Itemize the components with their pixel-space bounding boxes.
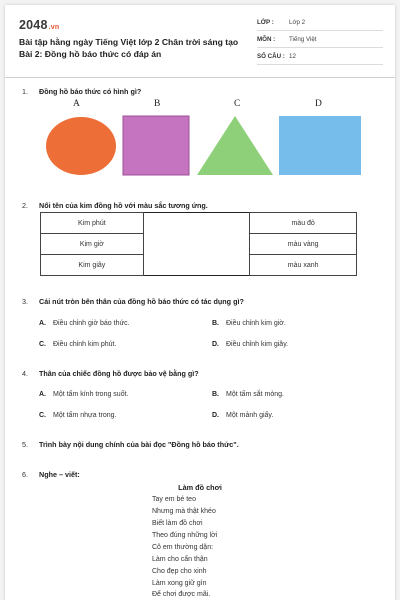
q3-option-d[interactable]: D. Điều chỉnh kim giây. — [212, 341, 289, 348]
q3-text: Cái nút tròn bên thân của đồng hồ báo thức có tác dụng gì? — [39, 297, 244, 306]
q6-number: 6. — [22, 470, 28, 479]
poem-line: Làm xong giữ gìn — [152, 580, 207, 587]
shape-label-b: B — [154, 99, 161, 109]
match-right-item[interactable]: màu xanh — [250, 255, 357, 276]
shape-a-ellipse[interactable] — [46, 117, 116, 175]
q5-number: 5. — [22, 440, 28, 449]
q3-option-b[interactable]: B. Điều chỉnh kim giờ. — [212, 320, 286, 327]
match-left-item[interactable]: Kim phút — [41, 213, 144, 234]
q1-text: Đồng hồ báo thức có hình gì? — [39, 87, 142, 96]
match-left-item[interactable]: Kim giờ — [41, 234, 144, 255]
shape-label-c: C — [234, 99, 241, 109]
shape-label-d: D — [315, 99, 322, 109]
poem-line: Làm cho cẩn thận — [152, 556, 208, 563]
q6-text: Nghe – viết: — [39, 470, 80, 479]
shape-options — [5, 105, 395, 180]
worksheet-page — [5, 5, 395, 600]
match-right-item[interactable]: màu vàng — [250, 234, 357, 255]
q4-option-d[interactable]: D. Một mảnh giấy. — [212, 412, 274, 419]
poem-line: Nhưng mà thật khéo — [152, 508, 216, 515]
poem-line: Cho đẹp cho xinh — [152, 568, 207, 575]
q2-number: 2. — [22, 201, 28, 210]
q3-option-c[interactable]: C. Điều chỉnh kim phút. — [39, 341, 117, 348]
q4-number: 4. — [22, 369, 28, 378]
q4-option-b[interactable]: B. Một tấm sắt mỏng. — [212, 391, 284, 398]
meta-grade: LỚP : Lớp 2 — [257, 14, 383, 31]
q1-number: 1. — [22, 87, 28, 96]
q4-text: Thân của chiếc đồng hồ được bảo vệ bằng gì? — [39, 369, 199, 378]
header — [5, 5, 395, 77]
poem-line: Tay em bé teo — [152, 496, 196, 503]
shape-label-a: A — [73, 99, 80, 109]
page-title: Bài tập hằng ngày Tiếng Việt lớp 2 Chân trời sáng tạo Bài 2: Đồng hồ báo thức có đáp án — [19, 37, 239, 59]
poem-line: Để chơi được mãi. — [152, 591, 211, 598]
q3-option-a[interactable]: A. Điều chỉnh giờ báo thức. — [39, 320, 130, 327]
match-gap — [143, 213, 250, 276]
shape-c-triangle[interactable] — [197, 116, 273, 175]
shape-b-square[interactable] — [123, 116, 189, 175]
match-right-item[interactable]: màu đỏ — [250, 213, 357, 234]
poem-line: Biết làm đồ chơi — [152, 520, 203, 527]
q4-option-a[interactable]: A. Một tấm kính trong suốt. — [39, 391, 129, 398]
poem-line: Cô em thường dặn: — [152, 544, 214, 551]
matching-table — [40, 212, 357, 276]
meta-question-count: SỐ CÂU : 12 — [257, 48, 383, 65]
shape-d-rectangle[interactable] — [279, 116, 361, 175]
meta-subject: MÔN : Tiếng Việt — [257, 31, 383, 48]
poem-line: Theo đúng những lời — [152, 532, 218, 539]
header-divider — [5, 77, 395, 78]
q4-option-c[interactable]: C. Một tấm nhựa trong. — [39, 412, 117, 419]
q2-text: Nối tên của kim đồng hồ với màu sắc tương ứng. — [39, 201, 208, 210]
q3-number: 3. — [22, 297, 28, 306]
poem-title: Làm đồ chơi — [178, 483, 222, 492]
match-left-item[interactable]: Kim giây — [41, 255, 144, 276]
site-logo[interactable]: 2048.vn — [19, 18, 60, 32]
q5-text: Trình bày nội dung chính của bài đọc "Đồng hồ báo thức". — [39, 440, 239, 449]
